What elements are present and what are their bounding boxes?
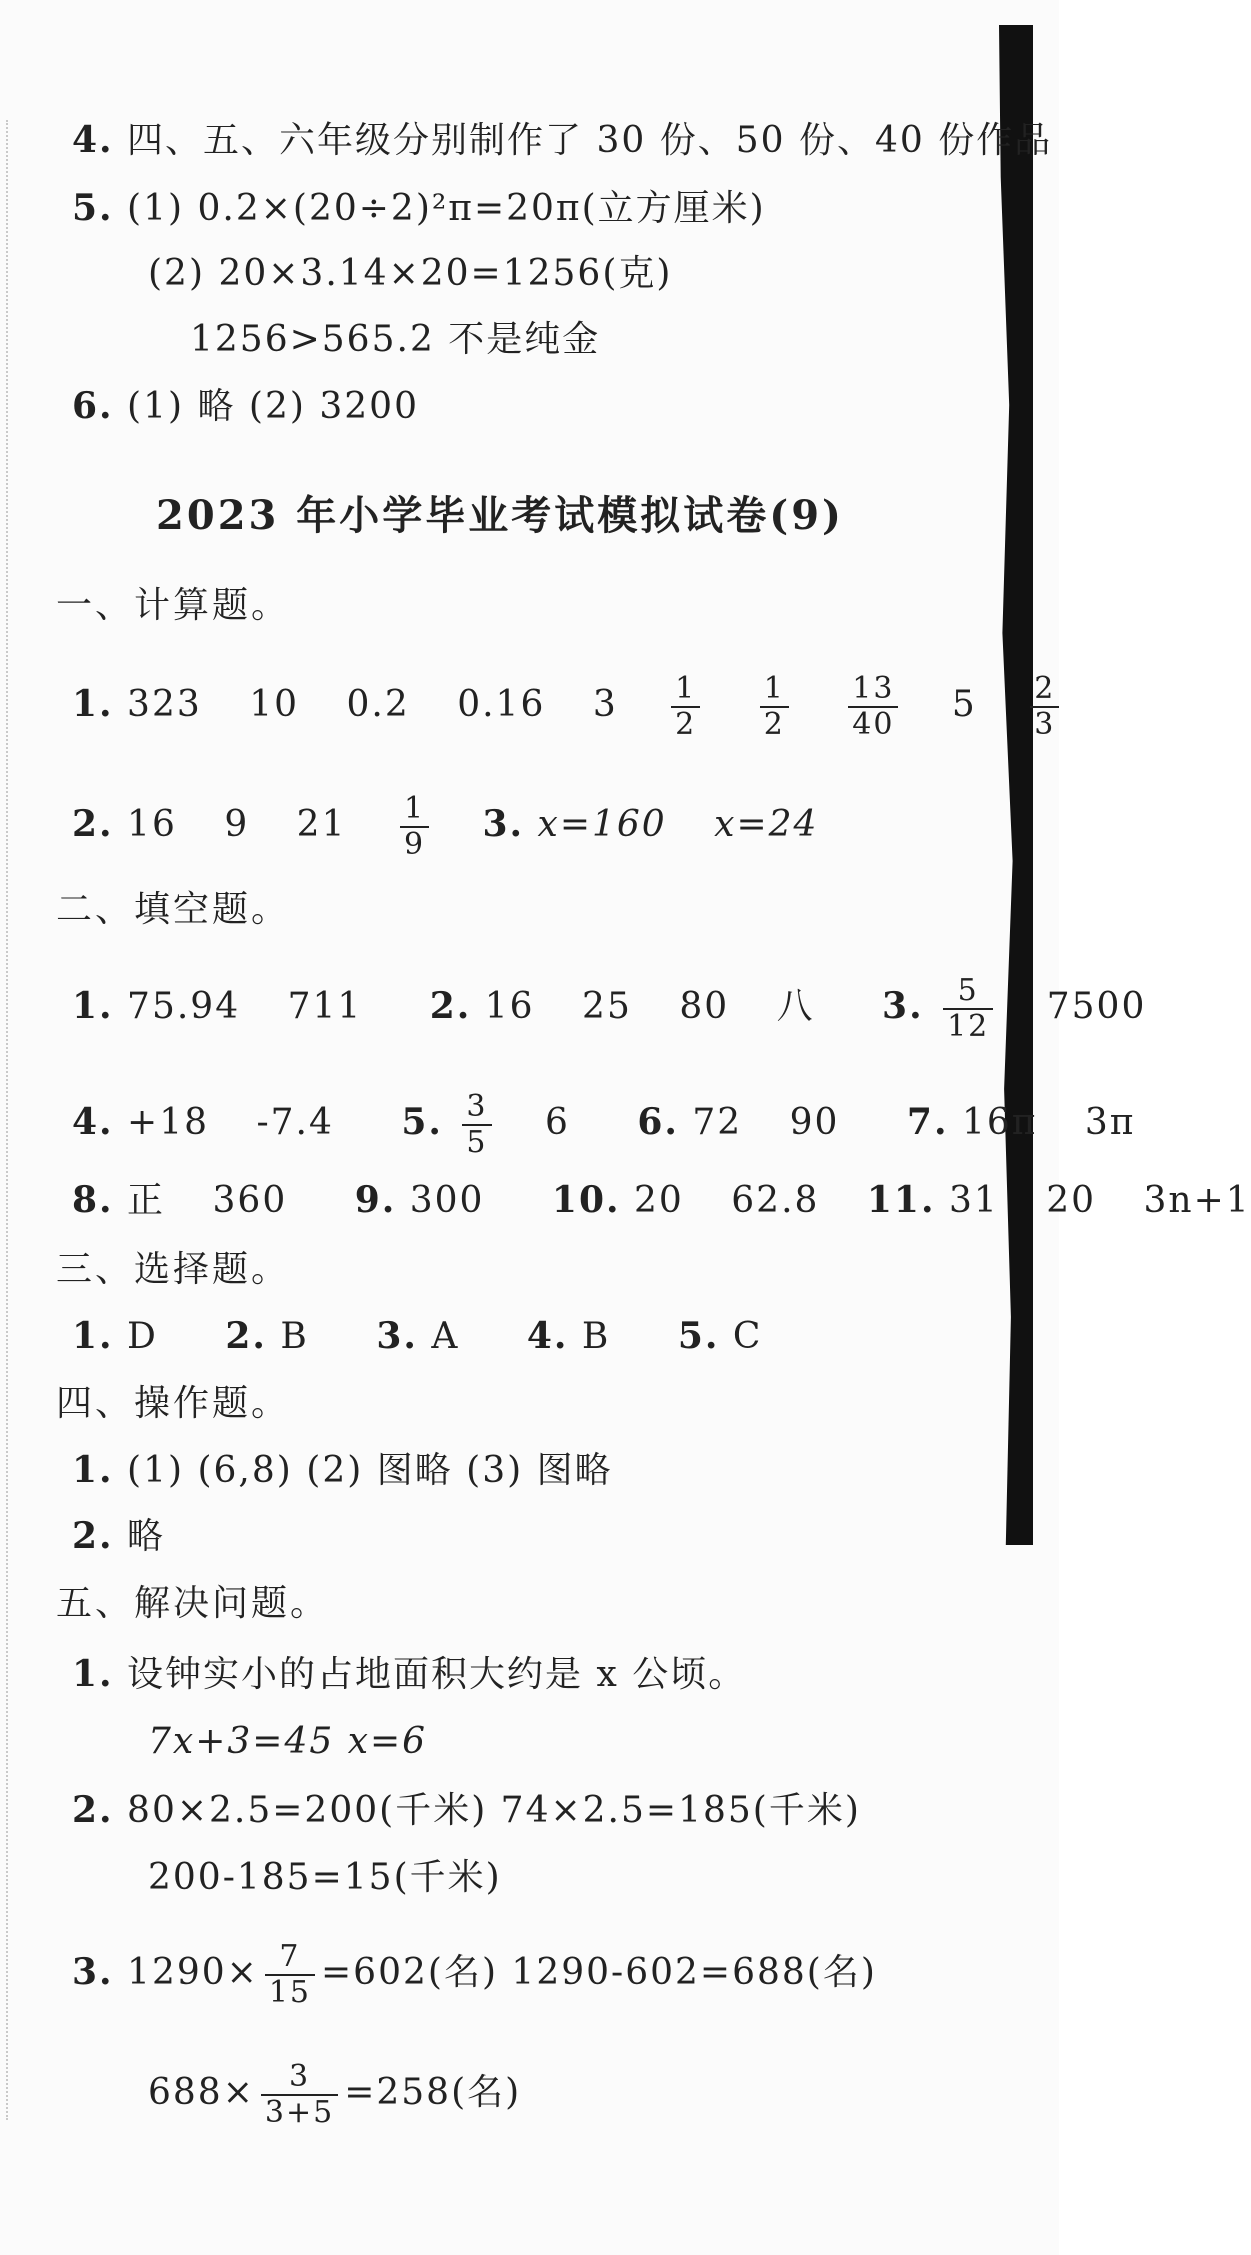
section-heading-operate: 四、操作题。: [56, 1383, 291, 1424]
section-heading-calc: 一、计算题。: [56, 585, 291, 626]
fraction: $\frac{1}{9}$: [400, 792, 429, 862]
solve-q2: 2. 80×2.5=200(千米) 74×2.5=185(千米): [72, 1789, 861, 1831]
binding-dotted-line: [6, 120, 8, 2120]
fraction: $\frac{1}{2}$: [671, 672, 700, 742]
answer-line-5: 5. (1) 0.2×(20÷2)²π=20π(立方厘米): [72, 187, 766, 229]
calc-q2: 2. 16 9 21 $\frac{1}{9}$ 3. x=160 x=24: [72, 791, 819, 862]
calc-q1: 1. 323 10 0.2 0.16 3 $\frac{1}{2}$ $\frac{1}{2}$ $\frac{13}{40}$ 5 $\frac{2}{3}$: [72, 672, 1065, 742]
solve-q2-eq: 200-185=15(千米): [148, 1857, 502, 1898]
operate-q2: 2. 略: [72, 1515, 166, 1557]
fraction: $\frac{3}{3+5}$: [261, 2060, 338, 2130]
answer-line-6: 6. (1) 略 (2) 3200: [72, 385, 419, 427]
section-heading-choice: 三、选择题。: [56, 1249, 291, 1290]
answer-text: 四、五、六年级分别制作了 30 份、50 份、40 份作品: [127, 120, 1053, 161]
solve-q1: 1. 设钟实小的占地面积大约是 x 公顷。: [72, 1653, 747, 1695]
fraction: $\frac{2}{3}$: [1030, 672, 1059, 742]
solve-q1-eq: 7x+3=45 x=6: [148, 1721, 428, 1762]
solve-q3: 3. 1290× $\frac{7}{15}$ =602(名) 1290-602=688(名): [72, 1939, 877, 2010]
answer-line-4: 4. 四、五、六年级分别制作了 30 份、50 份、40 份作品: [72, 119, 1053, 161]
solve-q3-eq: 688× $\frac{3}{3+5}$ =258(名): [148, 2059, 522, 2130]
section-heading-solve: 五、解决问题。: [56, 1583, 330, 1624]
answer-text: (1) 0.2×(20÷2)²π=20π(立方厘米): [127, 188, 766, 229]
choice-row: 1. D 2. B 3. A 4. B 5. C: [72, 1315, 763, 1357]
answer-line-5-3: [190, 318, 600, 362]
fill-row-2: 4. +18 -7.4 5. $\frac{3}{5}$ 6 6. 72 90 7. 16π 3π: [72, 1089, 1136, 1160]
answer-line-5-2: [148, 252, 672, 296]
answer-text: (1) 略 (2) 3200: [127, 386, 419, 427]
scan-dark-edge: [999, 25, 1033, 1545]
section-heading-fill: 二、填空题。: [56, 889, 291, 930]
fill-row-3: 8. 正 360 9. 300 10. 20 62.8 11. 31 20 3n+1: [72, 1179, 1251, 1221]
exam-title: 2023 年小学毕业考试模拟试卷(9): [156, 492, 844, 539]
answer-text: 1256>565.2 不是纯金: [190, 319, 601, 360]
fraction: $\frac{13}{40}$: [848, 672, 898, 742]
fraction: $\frac{7}{15}$: [265, 1940, 315, 2010]
fraction: $\frac{3}{5}$: [462, 1090, 491, 1160]
fraction: $\frac{5}{12}$: [943, 974, 993, 1044]
fill-row-1: 1. 75.94 711 2. 16 25 80 八 3. $\frac{5}{12}$ 7500: [72, 973, 1147, 1044]
fraction: $\frac{1}{2}$: [760, 672, 789, 742]
answer-text: (2) 20×3.14×20=1256(克): [148, 253, 673, 294]
operate-q1: 1. (1) (6,8) (2) 图略 (3) 图略: [72, 1449, 613, 1491]
